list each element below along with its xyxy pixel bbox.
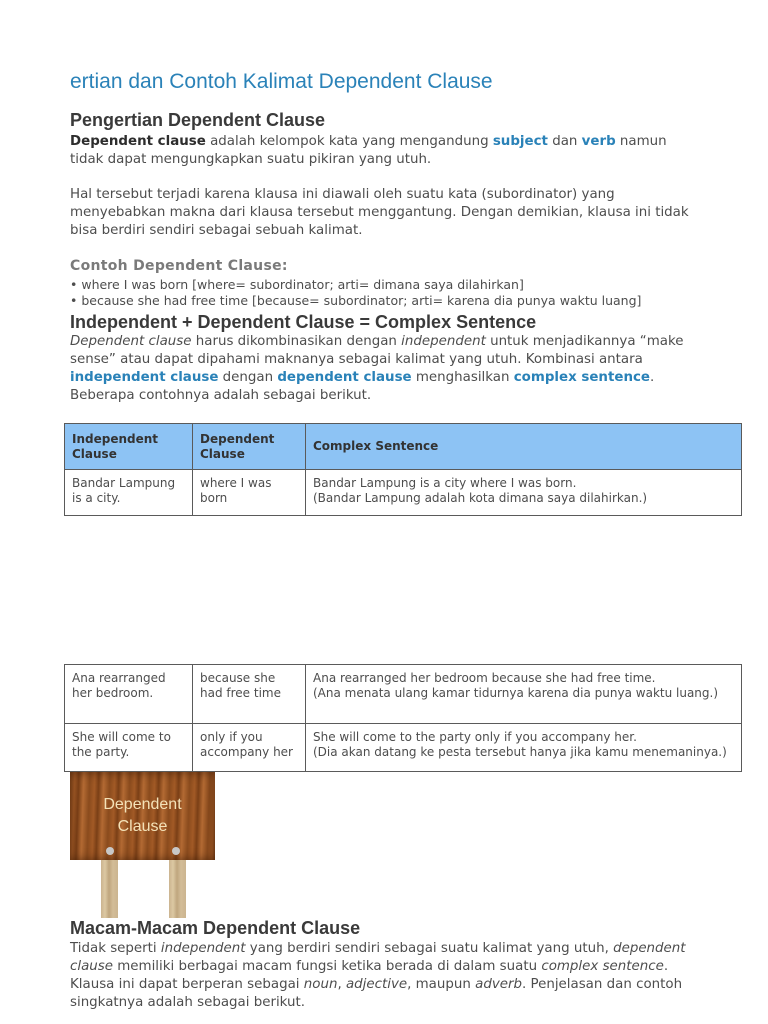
- text: only if you: [200, 730, 263, 744]
- explanation-line: Hal tersebut terjadi karena klausa ini diawali oleh suatu kata (subordinator) yang: [70, 187, 615, 202]
- page-title: ertian dan Contoh Kalimat Dependent Clause: [70, 70, 493, 93]
- text: Klausa ini dapat berperan sebagai: [70, 977, 304, 992]
- complex-line-2: sense” atau dapat dipahami maknanya sebagai kalimat yang utuh. Kombinasi antara: [70, 352, 643, 367]
- explanation-line: bisa berdiri sendiri sebagai sebuah kalimat.: [70, 223, 363, 238]
- paragraph-macam: [70, 940, 686, 1012]
- text: Clause: [200, 446, 245, 461]
- header-cell: Complex Sentence: [306, 424, 742, 470]
- sign-board: [70, 772, 215, 860]
- paragraph-explanation: [70, 186, 689, 240]
- text: namun: [615, 134, 667, 149]
- text: .: [650, 370, 655, 385]
- text: . Penjelasan dan contoh: [521, 977, 683, 992]
- text: .: [663, 959, 669, 974]
- keyword-independent-clause: independent clause: [70, 370, 219, 385]
- definition-line-1: [70, 133, 667, 151]
- macam-line-2: [70, 958, 686, 976]
- nail-icon: [106, 847, 114, 855]
- sign-post: [101, 860, 118, 918]
- cell: [193, 470, 306, 516]
- table-row: [65, 665, 742, 724]
- text: clause: [70, 959, 113, 974]
- table-header-row: [65, 424, 742, 470]
- text: adalah kelompok kata yang mengandung: [205, 134, 493, 149]
- section-heading-macam: Macam-Macam Dependent Clause: [70, 918, 361, 938]
- text: She will come to the party only if you accompany her.: [313, 730, 637, 744]
- keyword-subject: subject: [492, 134, 548, 149]
- text: Dependent: [200, 431, 275, 446]
- definition-line-2: tidak dapat mengungkapkan suatu pikiran yang utuh.: [70, 152, 432, 167]
- cell: [306, 665, 742, 724]
- sign-line: Clause: [117, 818, 168, 835]
- text: dan: [547, 134, 582, 149]
- text: ,: [337, 977, 346, 992]
- text: dengan: [218, 370, 278, 385]
- macam-line-3: [70, 976, 686, 994]
- complex-line-1: [70, 333, 684, 351]
- section-macam: [70, 918, 686, 1012]
- text: , maupun: [407, 977, 476, 992]
- text: is a city.: [72, 491, 121, 505]
- text: memiliki berbagai macam fungsi ketika berada di dalam suatu: [113, 959, 542, 974]
- bullet-item: • because she had free time [because= subordinator; arti= karena dia punya waktu luang]: [70, 293, 642, 308]
- text: complex sentence: [541, 959, 664, 974]
- text: untuk menjadikannya “make: [485, 334, 684, 349]
- examples-table-1: [64, 423, 742, 516]
- text: Bandar Lampung: [72, 476, 176, 490]
- macam-line-1: [70, 940, 686, 958]
- text: independent: [160, 941, 246, 956]
- text: had free time: [200, 686, 281, 700]
- section-heading-complex: Independent + Dependent Clause = Complex Sentence: [70, 312, 537, 332]
- text: Ana rearranged her bedroom because she had free time.: [313, 671, 656, 685]
- cell: [65, 724, 193, 772]
- examples-table-2: [64, 664, 742, 772]
- complex-line-4: Beberapa contohnya adalah sebagai berikut.: [70, 388, 372, 403]
- paragraph-definition: [70, 133, 667, 169]
- cell: [193, 665, 306, 724]
- text: where I was: [200, 476, 272, 490]
- text: harus dikombinasikan dengan: [191, 334, 402, 349]
- text: Ana rearranged: [72, 671, 166, 685]
- cell: [65, 665, 193, 724]
- text: Clause: [72, 446, 117, 461]
- explanation-line: menyebabkan makna dari klausa tersebut menggantung. Dengan demikian, klausa ini tidak: [70, 205, 689, 220]
- text: independent: [401, 334, 486, 349]
- macam-line-4: singkatnya adalah sebagai berikut.: [70, 995, 306, 1010]
- sign-text: [70, 794, 215, 838]
- paragraph-complex: [70, 333, 684, 405]
- text: born: [200, 491, 228, 505]
- text: adverb: [475, 977, 522, 992]
- text: yang berdiri sendiri sebagai suatu kalimat yang utuh,: [245, 941, 614, 956]
- nail-icon: [172, 847, 180, 855]
- text: noun: [303, 977, 338, 992]
- term-dependent-clause: Dependent clause: [70, 134, 206, 149]
- text: Bandar Lampung is a city where I was born.: [313, 476, 577, 490]
- text: dependent: [613, 941, 686, 956]
- text: (Dia akan datang ke pesta tersebut hanya jika kamu menemaninya.): [313, 745, 727, 759]
- cell: [193, 724, 306, 772]
- keyword-complex-sentence: complex sentence: [513, 370, 651, 385]
- text: her bedroom.: [72, 686, 154, 700]
- text: adjective: [345, 977, 408, 992]
- table-row: [65, 470, 742, 516]
- example-bullets: [70, 277, 641, 309]
- text: (Bandar Lampung adalah kota dimana saya dilahirkan.): [313, 491, 648, 505]
- cell: [65, 470, 193, 516]
- header-cell: [193, 424, 306, 470]
- keyword-dependent-clause: dependent clause: [277, 370, 412, 385]
- header-cell: [65, 424, 193, 470]
- bullet-item: • where I was born [where= subordinator; arti= dimana saya dilahirkan]: [70, 277, 524, 292]
- keyword-verb: verb: [581, 134, 616, 149]
- text: Tidak seperti: [70, 941, 161, 956]
- cell: [306, 470, 742, 516]
- sign-line: Dependent: [103, 796, 182, 813]
- text: Independent: [72, 431, 159, 446]
- complex-line-3: [70, 369, 684, 387]
- section-heading-pengertian: Pengertian Dependent Clause: [70, 110, 326, 130]
- text: Dependent clause: [70, 334, 192, 349]
- sign-post: [169, 860, 186, 918]
- text: menghasilkan: [411, 370, 514, 385]
- table-row: [65, 724, 742, 772]
- text: the party.: [72, 745, 130, 759]
- text: (Ana menata ulang kamar tidurnya karena dia punya waktu luang.): [313, 686, 719, 700]
- text: because she: [200, 671, 276, 685]
- contoh-heading: Contoh Dependent Clause:: [70, 258, 288, 274]
- text: She will come to: [72, 730, 171, 744]
- cell: [306, 724, 742, 772]
- text: accompany her: [200, 745, 293, 759]
